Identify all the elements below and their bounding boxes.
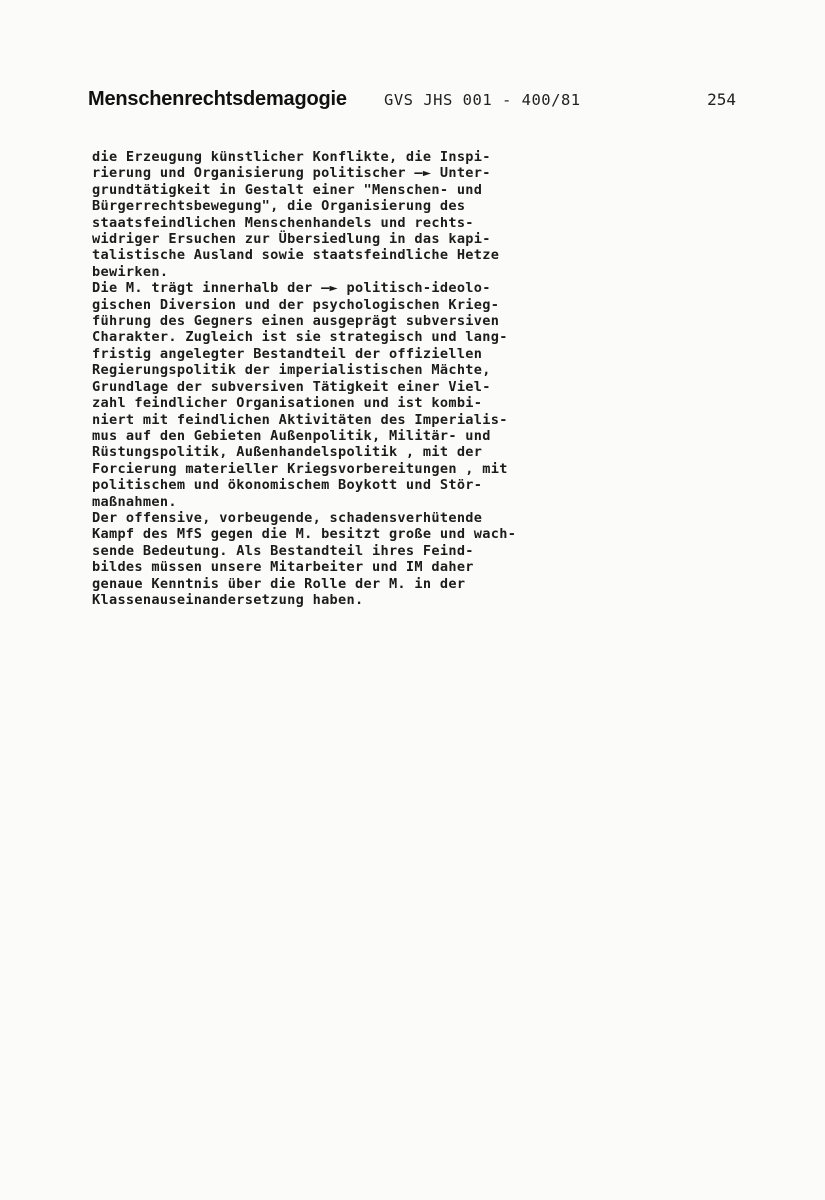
text-line: Grundlage der subversiven Tätigkeit einer Viel- — [92, 378, 491, 395]
text-line: Kampf des MfS gegen die M. besitzt große und wach- — [92, 526, 517, 543]
text-line: niert mit feindlichen Aktivitäten des Imperialis- — [92, 411, 508, 428]
page-number: 254 — [707, 90, 736, 109]
text-line: bildes müssen unsere Mitarbeiter und IM daher — [92, 559, 474, 576]
text-line: maßnahmen. — [92, 493, 177, 510]
text-line: führung des Gegners einen ausgeprägt subversiven — [92, 313, 500, 330]
document-reference: GVS JHS 001 - 400/81 — [384, 91, 581, 109]
text-line: widriger Ersuchen zur Übersiedlung in das kapi- — [92, 231, 491, 248]
text-line: talistische Ausland sowie staatsfeindliche Hetze — [92, 247, 500, 264]
text-line: Forcierung materieller Kriegsvorbereitungen , mit — [92, 460, 508, 477]
text-line: grundtätigkeit in Gestalt einer "Menschen- und — [92, 181, 483, 198]
text-line: Rüstungspolitik, Außenhandelspolitik , mit der — [92, 444, 483, 461]
text-line: die Erzeugung künstlicher Konflikte, die Inspi- — [92, 149, 491, 165]
text-line: Klassenauseinandersetzung haben. — [92, 591, 364, 608]
text-line: Regierungspolitik der imperialistischen Mächte, — [92, 362, 491, 379]
text-line: Bürgerrechtsbewegung", die Organisierung des — [92, 198, 466, 215]
text-line: mus auf den Gebieten Außenpolitik, Militär- und — [92, 427, 491, 444]
text-line: Charakter. Zugleich ist sie strategisch und lang- — [92, 329, 508, 346]
text-line: rierung und Organisierung politischer —► Unter- — [92, 165, 491, 182]
page-title: Menschenrechtsdemagogie — [88, 88, 347, 110]
text-line: zahl feindlicher Organisationen und ist kombi- — [92, 395, 483, 412]
text-line: Die M. trägt innerhalb der —► politisch-ideolo- — [92, 280, 491, 297]
text-line: fristig angelegter Bestandteil der offiziellen — [92, 345, 483, 362]
text-line: Der offensive, vorbeugende, schadensverhütende — [92, 509, 483, 526]
text-line: genaue Kenntnis über die Rolle der M. in der — [92, 575, 466, 592]
text-line: sende Bedeutung. Als Bestandteil ihres Feind- — [92, 542, 474, 559]
text-line: staatsfeindlichen Menschenhandels und rechts- — [92, 214, 474, 231]
page-header — [88, 88, 778, 118]
body-text — [92, 149, 602, 608]
text-line: politischem und ökonomischem Boykott und Stör- — [92, 477, 483, 494]
text-line: bewirken. — [92, 263, 169, 280]
text-line: gischen Diversion und der psychologischen Krieg- — [92, 296, 500, 313]
